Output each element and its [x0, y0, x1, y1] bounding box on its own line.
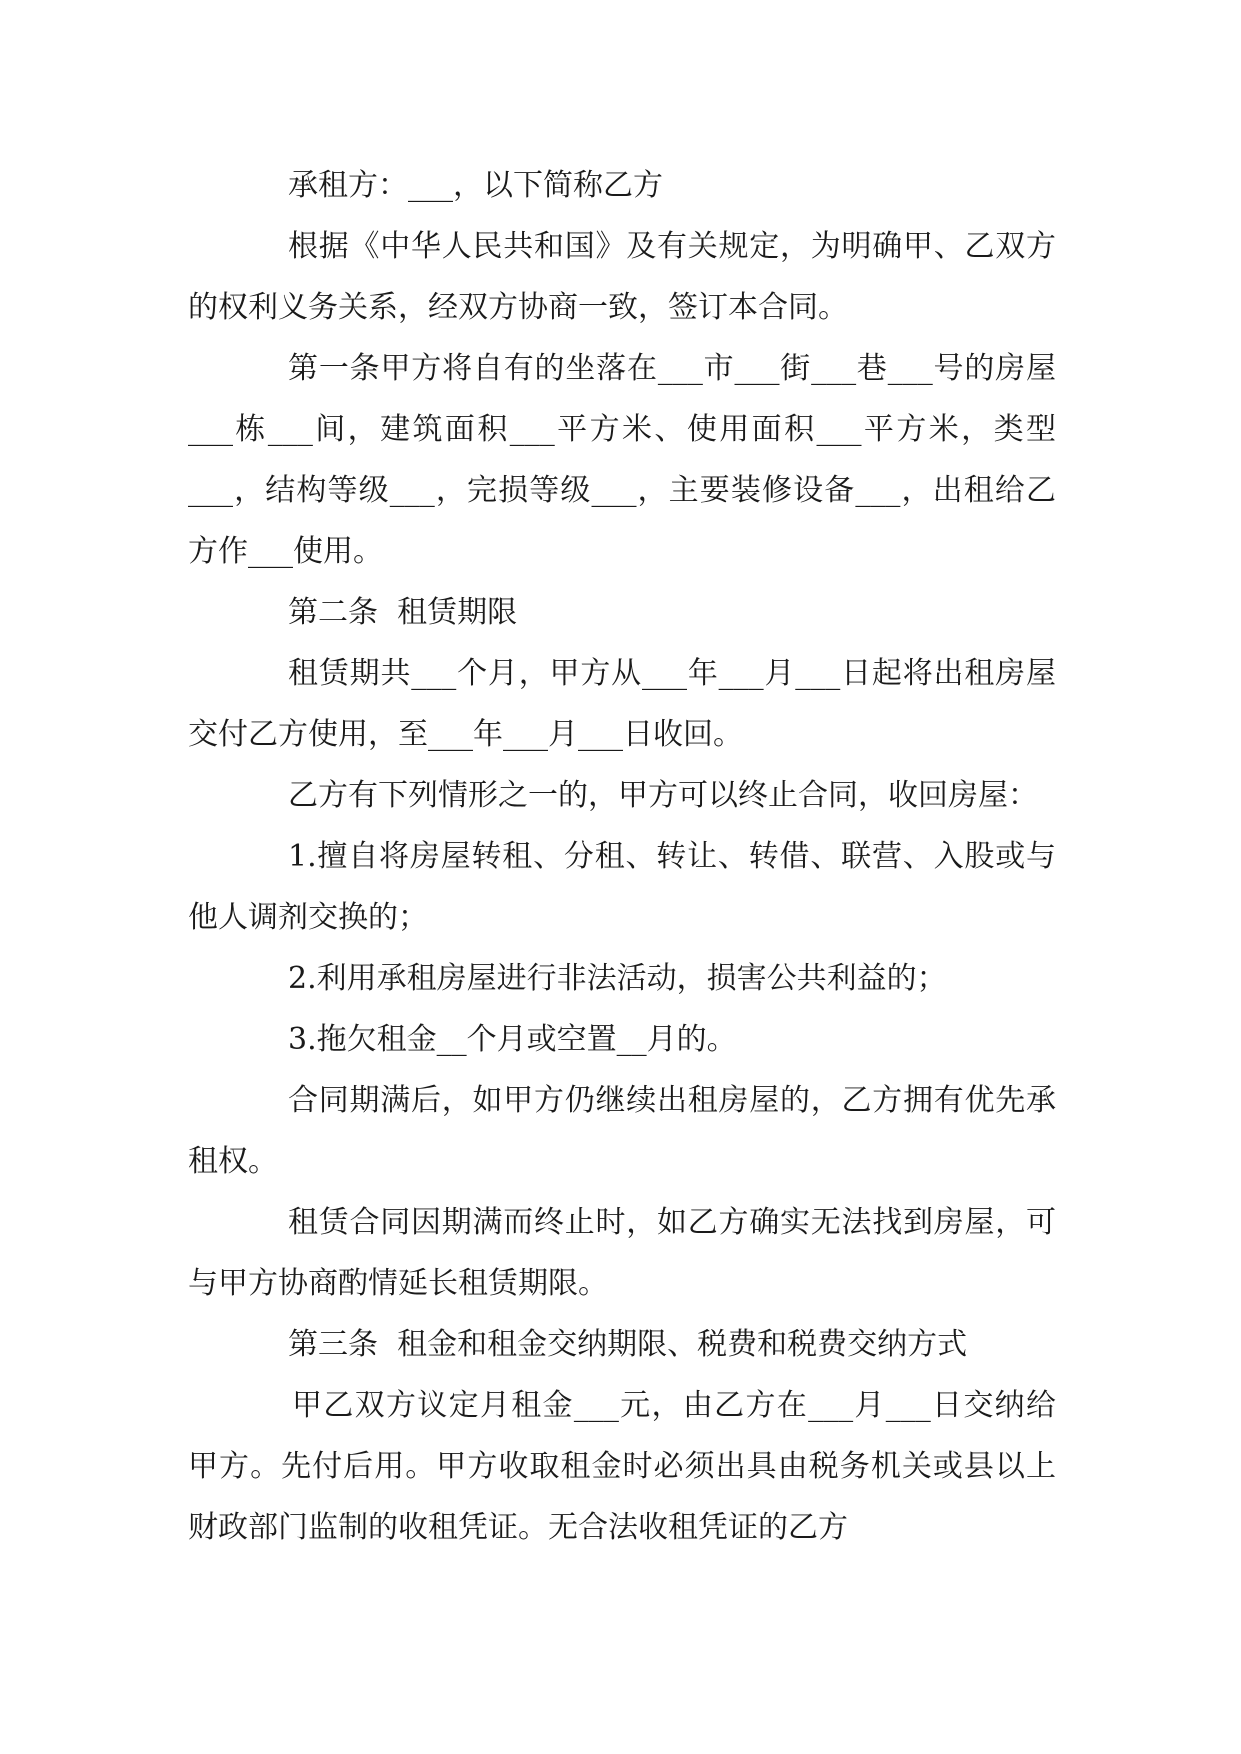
lease-term-paragraph: 租赁期共___个月，甲方从___年___月___日起将出租房屋交付乙方使用，至___年___月___日收回。 [188, 656, 1056, 752]
preamble-paragraph: 根据《中华人民共和国》及有关规定，为明确甲、乙双方的权利义务关系，经双方协商一致，签订本合同。 [188, 229, 1056, 325]
rent-payment-paragraph: 甲乙双方议定月租金___元，由乙方在___月___日交纳给甲方。先付后用。甲方收取租金时必须出具由税务机关或县以上财政部门监制的收租凭证。无合法收租凭证的乙方 [188, 1388, 1056, 1545]
article-3-heading: 第三条 租金和租金交纳期限、税费和税费交纳方式 [288, 1327, 968, 1362]
document-body [188, 155, 1056, 1558]
renewal-priority-paragraph: 合同期满后，如甲方仍继续出租房屋的，乙方拥有优先承租权。 [188, 1083, 1056, 1179]
condition-1-item: 1.擅自将房屋转租、分租、转让、转借、联营、入股或与他人调剂交换的； [188, 839, 1056, 935]
extension-paragraph: 租赁合同因期满而终止时，如乙方确实无法找到房屋，可与甲方协商酌情延长租赁期限。 [188, 1205, 1056, 1301]
termination-conditions-paragraph: 乙方有下列情形之一的，甲方可以终止合同，收回房屋： [288, 778, 1038, 813]
article-2-heading: 第二条 租赁期限 [288, 595, 518, 630]
lessee-line: 承租方：___，以下简称乙方 [288, 168, 663, 203]
condition-3-item: 3.拖欠租金__个月或空置__月的。 [288, 1022, 737, 1057]
condition-2-item: 2.利用承租房屋进行非法活动，损害公共利益的； [288, 961, 947, 996]
article-1-paragraph: 第一条甲方将自有的坐落在___市___街___巷___号的房屋___栋___间，建筑面积___平方米、使用面积___平方米，类型___，结构等级___，完损等级___，主要装修设备___，出租给乙方作___使用。 [188, 351, 1056, 569]
